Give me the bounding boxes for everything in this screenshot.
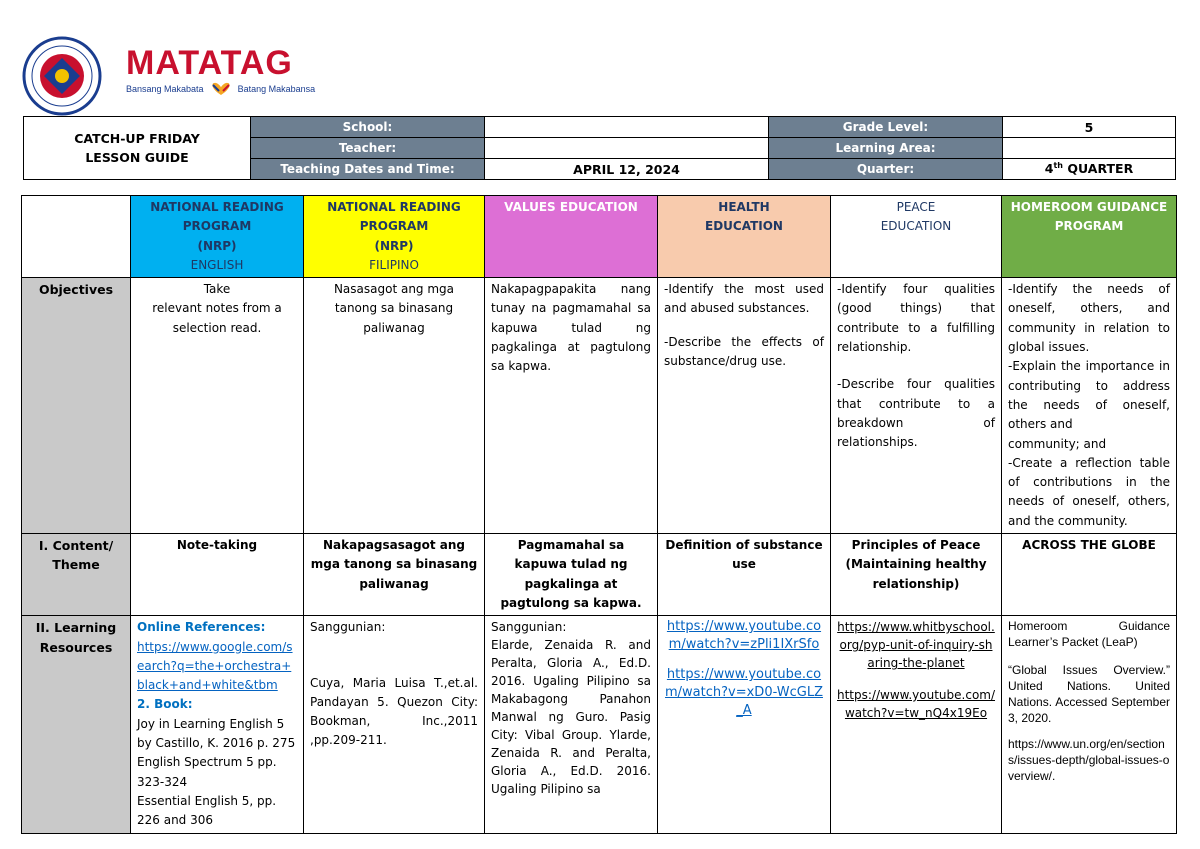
- obj-health-2: -Describe the effects of substance/drug use.: [664, 334, 824, 369]
- home-ref-1: Homeroom Guidance Learner’s Packet (LeaP): [1008, 619, 1170, 650]
- title-line-1: CATCH-UP FRIDAY: [74, 131, 200, 146]
- resources-label-main: Learning: [54, 620, 117, 636]
- health-line2: EDUCATION: [705, 219, 783, 234]
- obj-en-1: Take: [203, 282, 231, 297]
- fil-sanggunian-heading: Sanggunian:: [310, 620, 386, 635]
- hands-heart-icon: [208, 82, 234, 96]
- column-header-nrp-english: [131, 196, 304, 278]
- nrp-en-subject: ENGLISH: [190, 257, 244, 272]
- column-header-peace-education: [831, 196, 1002, 278]
- column-header-values-education: [485, 196, 658, 278]
- peace-line1: PEACE: [896, 200, 936, 214]
- content-nrp-english: Note-taking: [131, 534, 304, 616]
- objectives-row-label: Objectives: [22, 278, 131, 534]
- resources-peace: [831, 616, 1002, 833]
- corner-cell: [22, 196, 131, 278]
- lesson-plan-table: [21, 195, 1177, 834]
- school-field[interactable]: [485, 117, 769, 138]
- learning-resources-row-label: [22, 616, 131, 833]
- brand-title: MATATAG: [126, 44, 293, 82]
- content-label-num: I.: [38, 538, 49, 554]
- resources-label-sub: Resources: [39, 639, 113, 655]
- teaching-dates-field[interactable]: APRIL 12, 2024: [485, 159, 769, 180]
- resources-nrp-english: [131, 616, 304, 833]
- resources-health: [658, 616, 831, 833]
- quarter-field[interactable]: [1003, 159, 1176, 180]
- health-line1: HEALTH: [718, 200, 770, 214]
- obj-peace-1: -Identify four qualities (good things) that contribute to a fulfilling relationship.: [837, 282, 995, 355]
- matatag-logo: [126, 46, 326, 96]
- objectives-health: [658, 278, 831, 534]
- objectives-homeroom: [1002, 278, 1177, 534]
- school-label: School:: [251, 117, 485, 138]
- nrp-en-line1: NATIONAL READING: [150, 200, 284, 214]
- resources-homeroom: [1002, 616, 1177, 833]
- obj-peace-2: -Describe four qualities that contribute to a breakdown of relationships.: [837, 377, 995, 450]
- column-header-nrp-filipino: [304, 196, 485, 278]
- youtube-link-1[interactable]: https://www.youtube.com/watch?v=zPli1IXrSfo: [666, 619, 822, 653]
- objectives-nrp-english: [131, 278, 304, 534]
- column-header-health-education: [658, 196, 831, 278]
- resources-values: [485, 616, 658, 833]
- values-reference: Elarde, Zenaida R. and Peralta, Gloria A., Ed.D. 2016. Ugaling Pilipino sa Makabagong Panahon Manwal ng Guro. Pasig City: Vibal Group. Ylarde, Zenaida R. and Peralta, Gloria A., Ed.D. 2016. Ugaling Pilipino sa: [491, 638, 651, 797]
- content-label-theme: Theme: [52, 557, 100, 573]
- whitby-school-link[interactable]: https://www.whitbyschool.org/pyp-unit-of-inquiry-sharing-the-planet: [837, 620, 995, 671]
- objectives-values: Nakapagpapakita nang tunay na pagmamahal sa kapuwa tulad ng pagkalinga at pagtulong sa kapwa.: [485, 278, 658, 534]
- lesson-guide-title: [24, 117, 251, 180]
- values-sanggunian-heading: Sanggunian:: [491, 620, 567, 635]
- fil-reference: Cuya, Maria Luisa T.,et.al. Pandayan 5. Quezon City: Bookman, Inc.,2011 ,pp.209-211.: [310, 675, 478, 748]
- quarter-number: 4: [1044, 161, 1054, 177]
- title-line-2: LESSON GUIDE: [85, 150, 189, 165]
- content-nrp-filipino: Nakapagsasagot ang mga tanong sa binasang paliwanag: [304, 534, 485, 616]
- youtube-peace-link[interactable]: https://www.youtube.com/watch?v=tw_nQ4x19Eo: [837, 688, 996, 721]
- peace-line2: EDUCATION: [880, 219, 952, 234]
- nrp-en-line3: (NRP): [197, 238, 237, 253]
- content-homeroom: ACROSS THE GLOBE: [1002, 534, 1177, 616]
- obj-en-3: selection read.: [172, 320, 262, 335]
- content-peace: Principles of Peace (Maintaining healthy relationship): [831, 534, 1002, 616]
- brand-tag-left: Bansang Makabata: [126, 84, 204, 94]
- column-header-homeroom-guidance: [1002, 196, 1177, 278]
- online-references-heading: Online References:: [137, 620, 266, 635]
- content-theme-row-label: [22, 534, 131, 616]
- un-link[interactable]: https://www.un.org/en/sections/issues-depth/global-issues-overview/.: [1008, 737, 1170, 784]
- nrp-en-line2: PROGRAM: [182, 219, 252, 234]
- quarter-label: Quarter:: [769, 159, 1003, 180]
- teacher-label: Teacher:: [251, 138, 485, 159]
- quarter-suffix: th: [1053, 161, 1064, 171]
- grade-level-field[interactable]: 5: [1003, 117, 1176, 138]
- teacher-field[interactable]: [485, 138, 769, 159]
- obj-fil-2: tanong sa binasang: [334, 301, 454, 316]
- obj-fil-3: paliwanag: [363, 320, 425, 335]
- learning-area-field[interactable]: [1003, 138, 1176, 159]
- obj-home-1: -Identify the needs of oneself, others, and community in relation to global issues.: [1008, 282, 1170, 355]
- obj-home-2: -Explain the importance in contributing to address the needs of oneself, others and: [1008, 359, 1170, 432]
- values-line1: VALUES EDUCATION: [504, 200, 638, 214]
- obj-home-3: community; and: [1008, 436, 1107, 451]
- grade-level-label: Grade Level:: [769, 117, 1003, 138]
- nrp-fil-subject: FILIPINO: [369, 257, 419, 272]
- homeroom-line1: HOMEROOM GUIDANCE: [1010, 200, 1168, 214]
- obj-en-2: relevant notes from a: [152, 301, 282, 316]
- quarter-text: QUARTER: [1067, 161, 1134, 177]
- nrp-fil-line1: NATIONAL READING: [327, 200, 461, 214]
- resources-label-num: II.: [35, 620, 50, 636]
- brand-tagline: [126, 82, 326, 96]
- youtube-link-2[interactable]: https://www.youtube.com/watch?v=xD0-WcGLZ_A: [665, 667, 823, 719]
- nrp-fil-line2: PROGRAM: [359, 219, 429, 234]
- learning-area-label: Learning Area:: [769, 138, 1003, 159]
- objectives-nrp-filipino: [304, 278, 485, 534]
- home-ref-2: “Global Issues Overview.” United Nations. United Nations. Accessed September 3, 2020.: [1008, 663, 1170, 726]
- content-health: Definition of substance use: [658, 534, 831, 616]
- obj-health-1: -Identify the most used and abused substances.: [664, 282, 824, 316]
- lesson-header-table: [23, 116, 1176, 180]
- obj-fil-1: Nasasagot ang mga: [333, 282, 455, 297]
- content-values: Pagmamahal sa kapuwa tulad ng pagkalinga at pagtulong sa kapwa.: [485, 534, 658, 616]
- content-label-main: Content/: [52, 538, 114, 554]
- google-search-link[interactable]: https://www.google.com/search?q=the+orchestra+black+and+white&tbm: [137, 639, 293, 693]
- book-heading: 2. Book:: [137, 697, 193, 712]
- teaching-dates-label: Teaching Dates and Time:: [251, 159, 485, 180]
- book-ref-1: Joy in Learning English 5 by Castillo, K. 2016 p. 275: [137, 716, 296, 751]
- resources-nrp-filipino: [304, 616, 485, 833]
- brand-tag-right: Batang Makabansa: [237, 84, 316, 94]
- deped-seal-icon: [22, 36, 102, 116]
- obj-home-4: -Create a reflection table of contributions in the needs of oneself, others, and the community.: [1008, 455, 1170, 528]
- homeroom-line2: PROGRAM: [1054, 219, 1124, 234]
- nrp-fil-line3: (NRP): [374, 238, 414, 253]
- book-ref-3: Essential English 5, pp. 226 and 306: [137, 793, 277, 828]
- book-ref-2: English Spectrum 5 pp. 323-324: [137, 755, 277, 789]
- objectives-peace: [831, 278, 1002, 534]
